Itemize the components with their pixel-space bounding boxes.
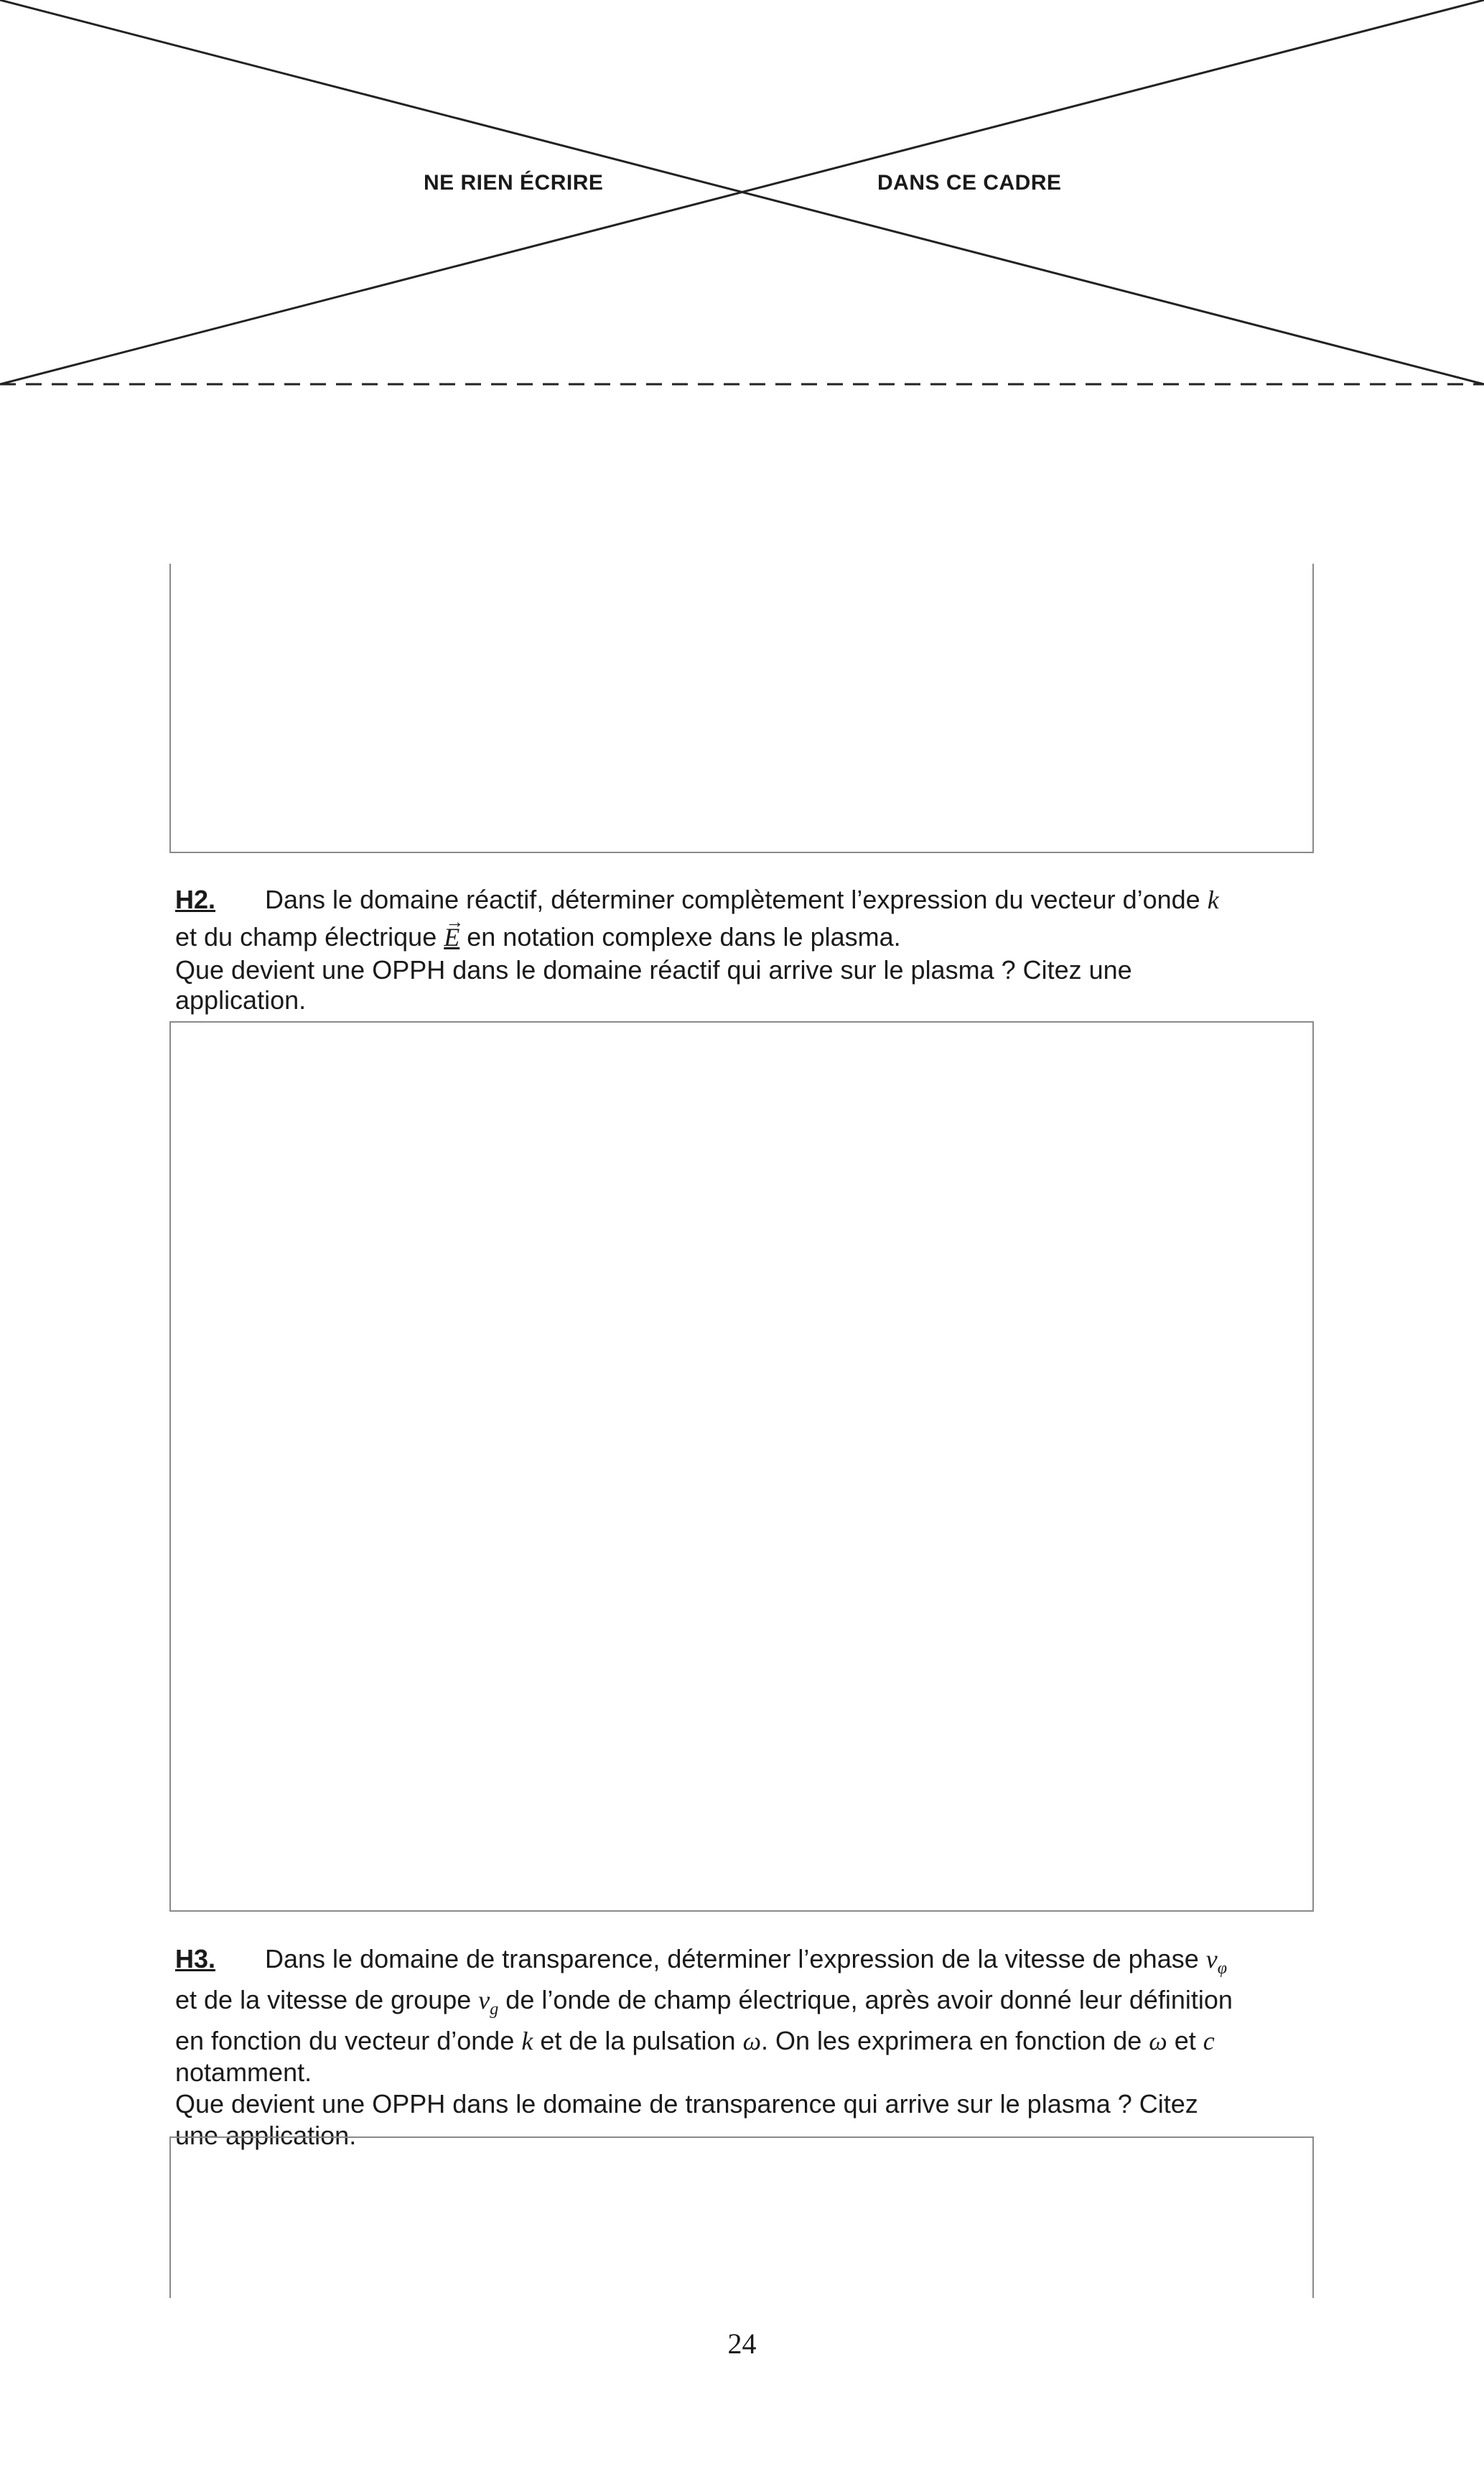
page-number: 24	[727, 2327, 757, 2360]
question-h3: H3. Dans le domaine de transparence, déterminer l’expression de la vitesse de phase $v_\varphi$ et de la vitesse de groupe $v_g$ de l’onde de champ électrique, après avoir donné leur définition en fonction du vecteur d’onde k et de la pulsation ω. On les exprimera en fonction de ω et c notamment. Que devient une OPPH dans le domaine de transparence qui arrive sur le plasma ? Citez une application.	[175, 1944, 1233, 2151]
header-cross-frame	[0, 0, 1484, 391]
question-h2: H2. Dans le domaine réactif, déterminer complètement l’expression du vecteur d’onde k et du champ électrique → E en notation complexe dans le plasma. Que devient une OPPH dans le domaine réactif qui arrive sur le plasma ? Citez une application.	[175, 883, 1324, 1015]
header-label-left: NE RIEN ÉCRIRE	[424, 171, 604, 195]
answer-box-h1[interactable]	[169, 564, 1314, 853]
question-number: H2.	[175, 885, 216, 914]
answer-box-h3[interactable]	[169, 2136, 1314, 2298]
question-number: H3.	[175, 1944, 216, 1973]
answer-box-h2[interactable]	[169, 1021, 1314, 1912]
vector-e-symbol: → E	[444, 921, 459, 954]
header-label-right: DANS CE CADRE	[877, 171, 1062, 195]
